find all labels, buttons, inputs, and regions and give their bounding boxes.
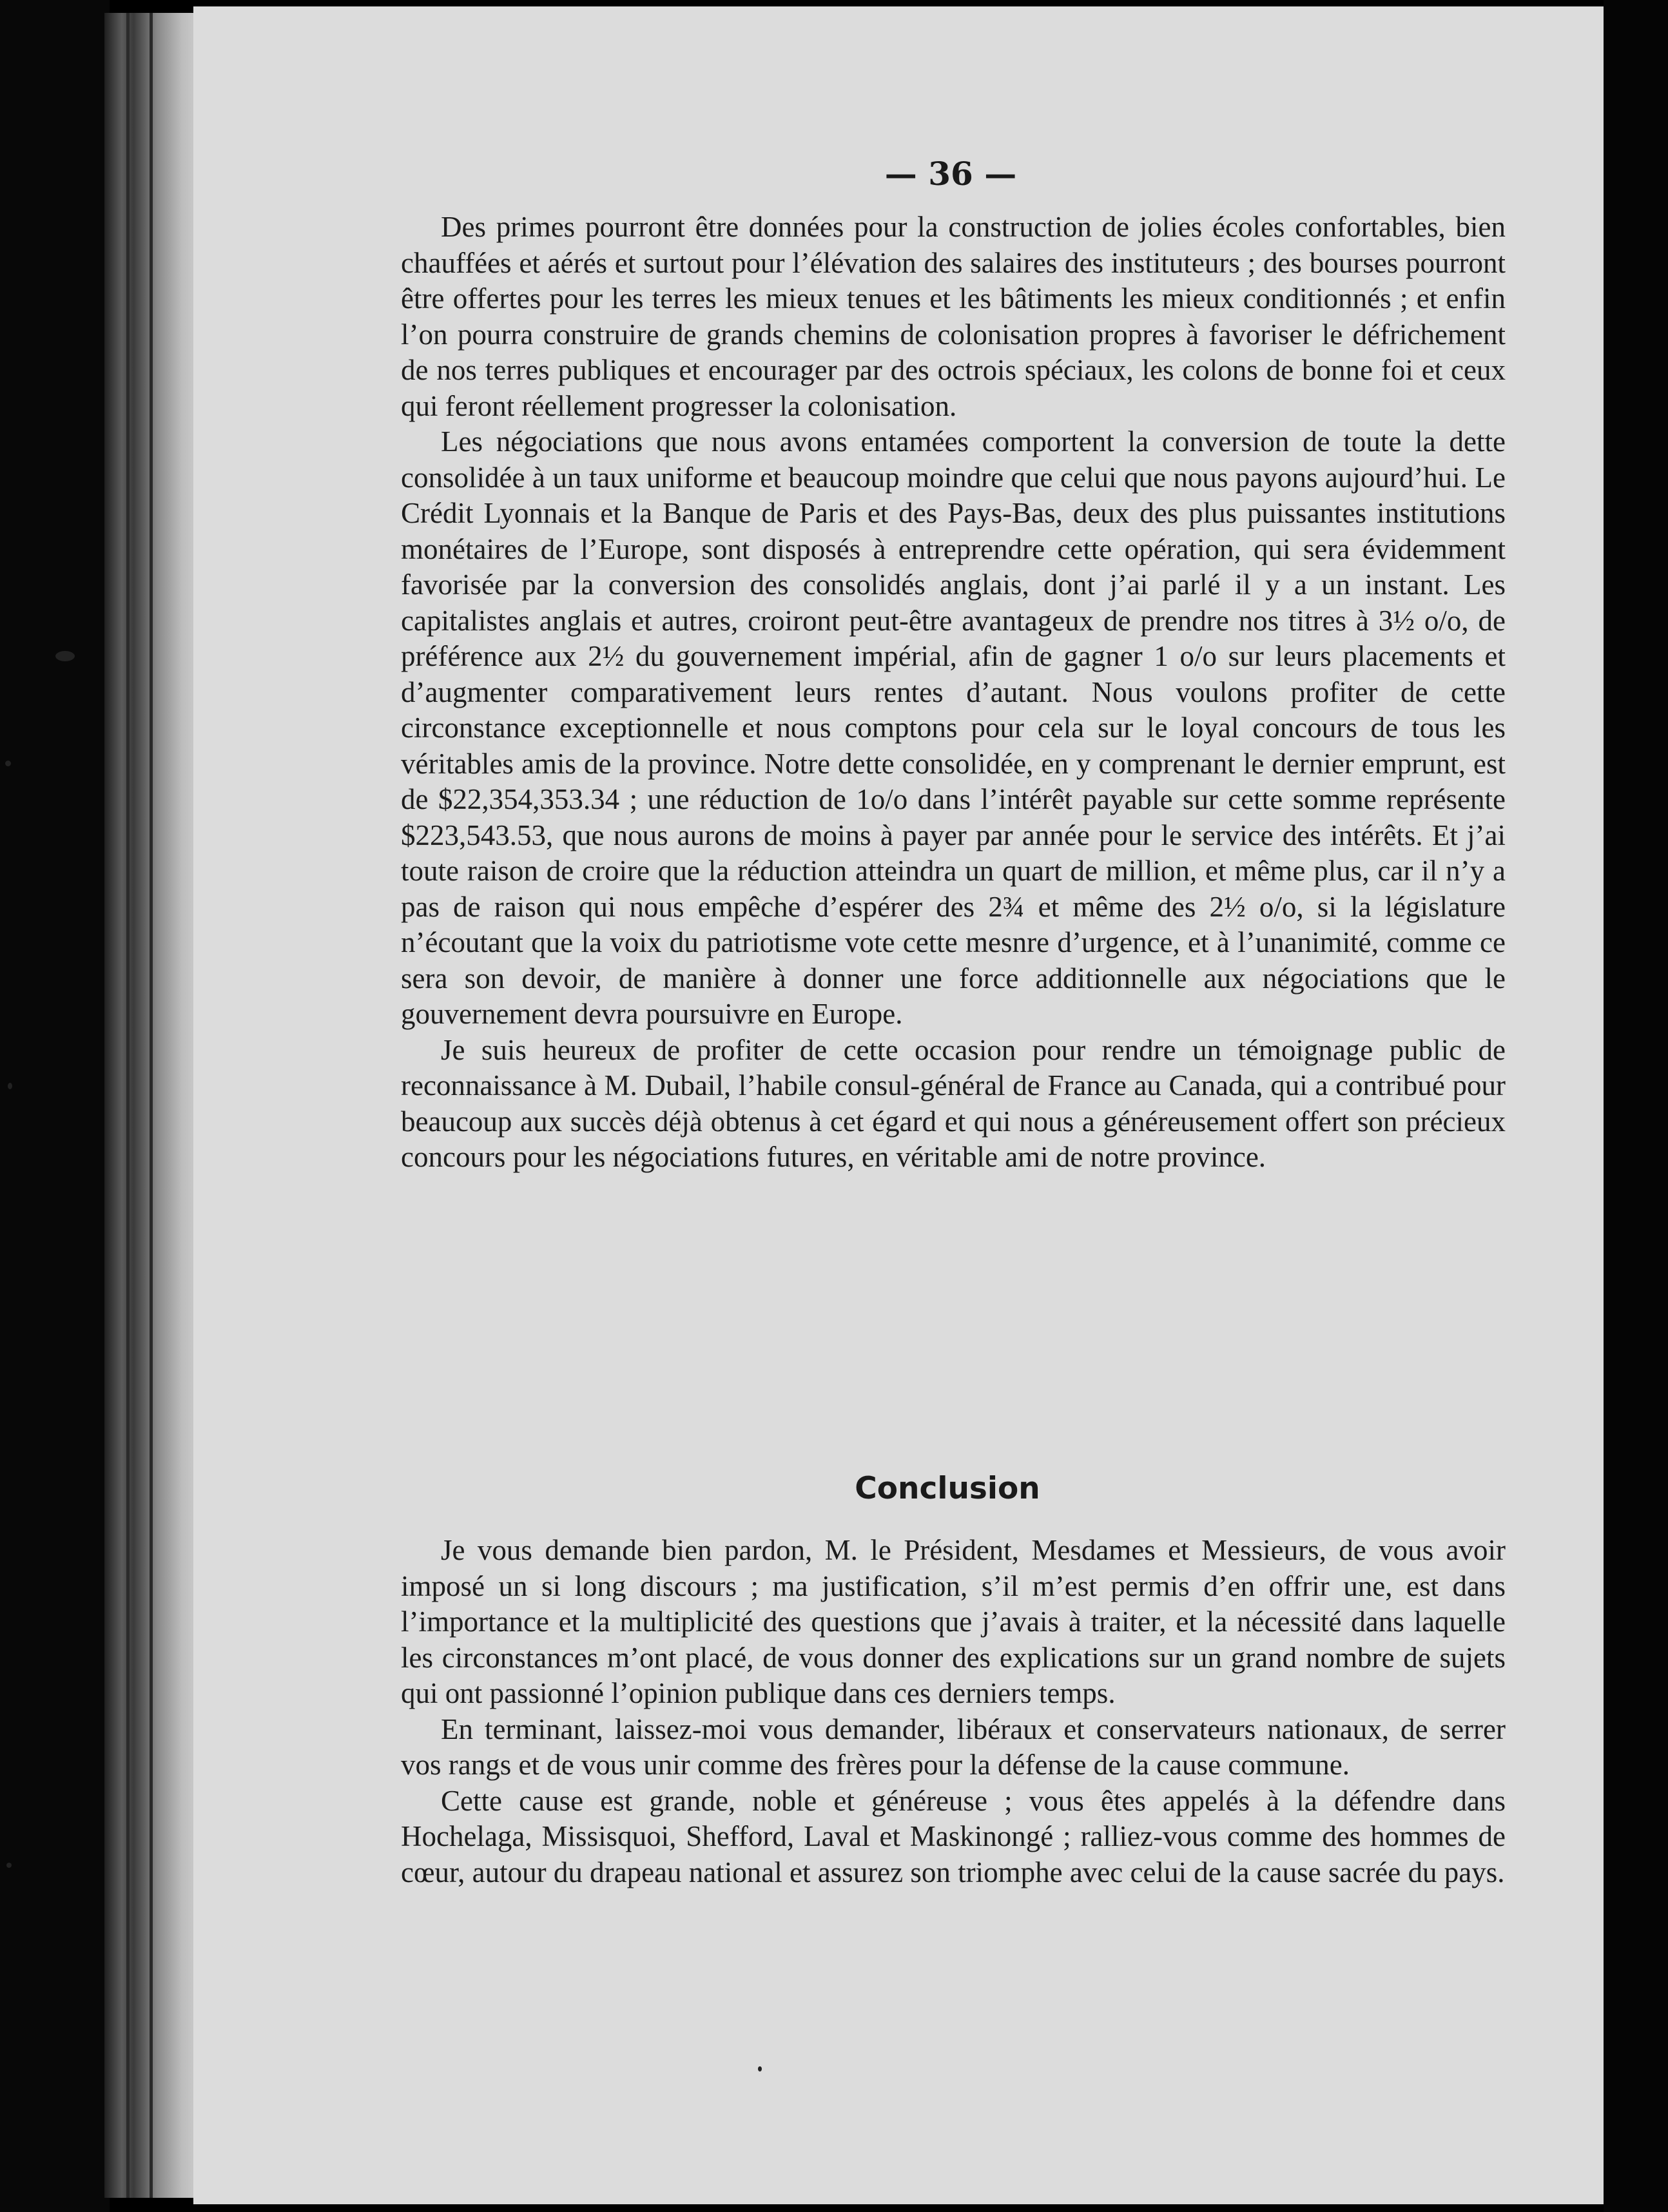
margin-speck bbox=[5, 761, 11, 766]
paragraph: En terminant, laissez-moi vous demander, libéraux et conservateurs nationaux, de serrer vos rangs et de vous unir comme des frères pour la défense de la cause commune. bbox=[401, 1712, 1506, 1781]
paragraph: Les négociations que nous avons entamées comportent la conversion de toute la dette consolidée à un taux uniforme et beaucoup moindre que celui que nous payons aujourd’hui. Le Crédit Lyonnais et la Banque de Paris et des Pays-Bas, deux des plus puissantes institutions monétaires de l’Europe, sont disposés à entreprendre cette opération, qui sera évidemment favorisée par la conversion des consolidés anglais, dont j’ai parlé il y a un instant. Les capitalistes anglais et autres, croiront peut-être avantageux de prendre nos titres à 3½ o/o, de préférence aux 2½ du gouvernement impérial, afin de gagner 1 o/o sur leurs placements et d’augmenter comparativement leurs rentes d’autant. Nous voulons profiter de cette circonstance exceptionnelle et nous comptons pour cela sur le loyal concours de tous les véritables amis de la province. Notre dette consolidée, en y comprenant le dernier emprunt, est de $22,354,353.34 ; une réduction de 1o/o dans l’intérêt payable sur cette somme représente $223,543.53, que nous aurons de moins à payer par année pour le service des intérêts. Et j’ai toute raison de croire que la réduction atteindra un quart de million, et même plus, car il n’y a pas de raison qui nous empêche d’espérer des 2¾ et même des 2½ o/o, si la législature n’écoutant que la voix du patriotisme vote cette mesnre d’urgence, et à l’unanimité, comme ce sera son devoir, de manière à donner une force additionnelle aux négociations que le gouvernement devra poursuivre en Europe. bbox=[401, 425, 1506, 1030]
paragraph: Des primes pourront être données pour la construction de jolies écoles confortables, bien chauffées et aérés et surtout pour l’élévation des salaires des instituteurs ; des bourses pourront être offertes pour les terres les mieux tenues et les bâtiments les mieux conditionnés ; et enfin l’on pourra construire de grands chemins de colonisation propres à favoriser le défrichement de nos terres publiques et encourager par des octrois spéciaux, les colons de bonne foi et ceux qui feront réellement progresser la colonisation. bbox=[401, 211, 1506, 422]
paragraph: Je vous demande bien pardon, M. le Président, Mesdames et Messieurs, de vous avoir imposé un si long discours ; ma justification, s’il m’est permis d’en offrir une, est dans l’importance et la multiplicité des questions que j’avais à traiter, et la nécessité dans laquelle les circonstances m’ont placé, de vous donner des explications sur un grand nombre de sujets qui ont passionné l’opinion publique dans ces derniers temps. bbox=[401, 1534, 1506, 1709]
scan-right-border bbox=[1604, 0, 1668, 2212]
paragraph: Cette cause est grande, noble et généreuse ; vous êtes appelés à la défendre dans Hochelaga, Missisquoi, Shefford, Laval et Maskinongé ; ralliez-vous comme des hommes de cœur, autour du drapeau national et assurez son triomphe avec celui de la cause sacrée du pays. bbox=[401, 1784, 1506, 1888]
binding-fold-line bbox=[126, 13, 130, 2198]
margin-speck bbox=[6, 1863, 12, 1868]
margin-speck bbox=[8, 1083, 12, 1089]
scan-left-border bbox=[0, 0, 110, 2212]
conclusion-text-section bbox=[401, 1533, 1506, 1890]
page-number: — 36 — bbox=[884, 155, 1017, 193]
body-text-section bbox=[401, 209, 1506, 1176]
paragraph: Je suis heureux de profiter de cette occasion pour rendre un témoignage public de reconnaissance à M. Dubail, l’habile consul-général de France au Canada, qui a contribué pour beaucoup aux succès déjà obtenus à cet égard et qui nous a généreusement offert son précieux concours pour les négociations futures, en véritable ami de notre province. bbox=[401, 1033, 1506, 1173]
binding-fold-line bbox=[150, 13, 153, 2198]
section-heading: Conclusion bbox=[855, 1471, 1040, 1506]
page-speck bbox=[758, 2066, 762, 2071]
margin-speck bbox=[55, 651, 75, 661]
book-binding-shadow bbox=[104, 13, 201, 2198]
